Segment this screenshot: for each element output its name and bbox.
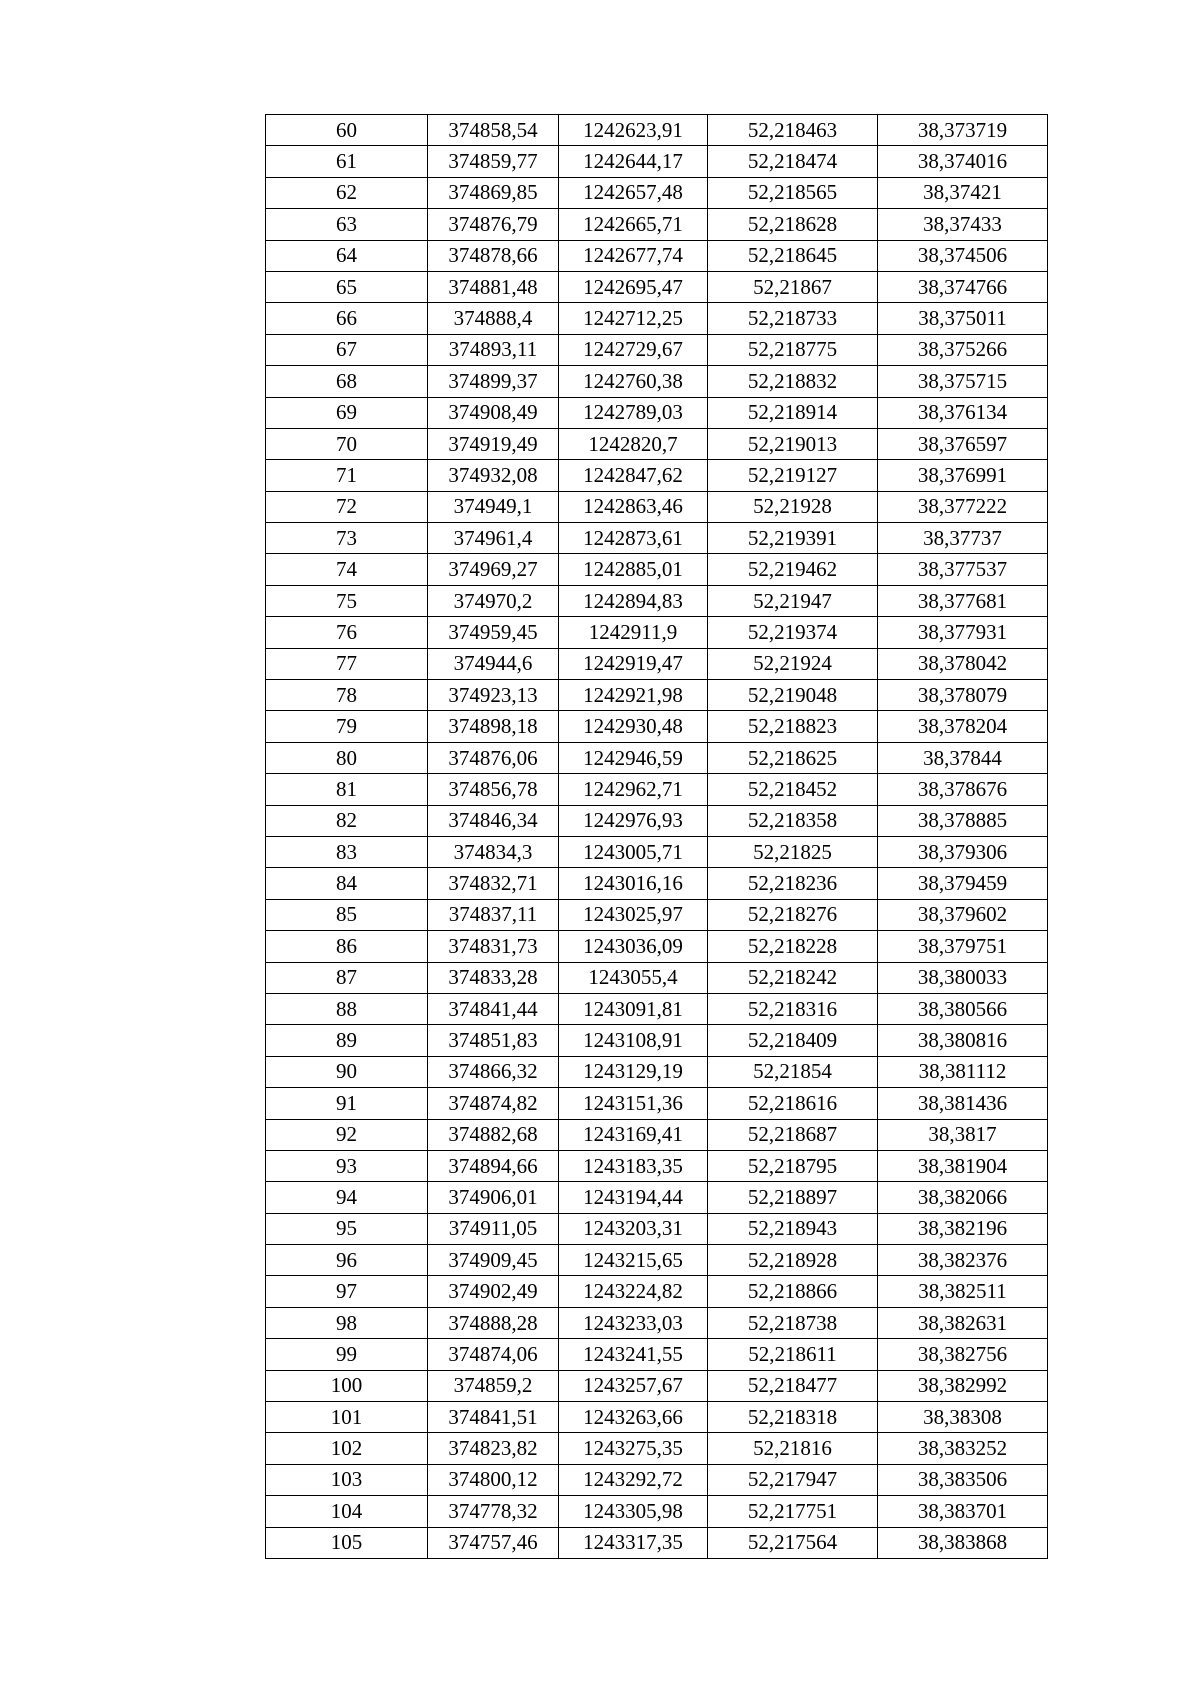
table-row (266, 115, 1048, 146)
x-coordinate-cell: 374909,45 (428, 1245, 559, 1276)
point-number-cell: 86 (266, 931, 428, 962)
longitude-cell: 38,374506 (878, 240, 1048, 271)
x-coordinate-cell: 374882,68 (428, 1119, 559, 1150)
point-number-cell: 100 (266, 1370, 428, 1401)
longitude-cell: 38,383506 (878, 1464, 1048, 1495)
y-coordinate-cell: 1242677,74 (559, 240, 708, 271)
table-row (266, 1464, 1048, 1495)
point-number-cell: 70 (266, 428, 428, 459)
table-row (266, 523, 1048, 554)
y-coordinate-cell: 1242976,93 (559, 805, 708, 836)
x-coordinate-cell: 374969,27 (428, 554, 559, 585)
longitude-cell: 38,373719 (878, 115, 1048, 146)
x-coordinate-cell: 374851,83 (428, 1025, 559, 1056)
point-number-cell: 66 (266, 303, 428, 334)
y-coordinate-cell: 1243005,71 (559, 836, 708, 867)
longitude-cell: 38,37433 (878, 209, 1048, 240)
x-coordinate-cell: 374961,4 (428, 523, 559, 554)
table-row (266, 1433, 1048, 1464)
y-coordinate-cell: 1243194,44 (559, 1182, 708, 1213)
point-number-cell: 83 (266, 836, 428, 867)
latitude-cell: 52,218452 (708, 774, 878, 805)
point-number-cell: 94 (266, 1182, 428, 1213)
x-coordinate-cell: 374859,2 (428, 1370, 559, 1401)
point-number-cell: 61 (266, 146, 428, 177)
point-number-cell: 102 (266, 1433, 428, 1464)
x-coordinate-cell: 374902,49 (428, 1276, 559, 1307)
longitude-cell: 38,377537 (878, 554, 1048, 585)
x-coordinate-cell: 374757,46 (428, 1527, 559, 1558)
longitude-cell: 38,383252 (878, 1433, 1048, 1464)
table-row (266, 1088, 1048, 1119)
latitude-cell: 52,219013 (708, 428, 878, 459)
latitude-cell: 52,217947 (708, 1464, 878, 1495)
table-row (266, 1025, 1048, 1056)
y-coordinate-cell: 1242946,59 (559, 742, 708, 773)
x-coordinate-cell: 374878,66 (428, 240, 559, 271)
x-coordinate-cell: 374841,51 (428, 1402, 559, 1433)
longitude-cell: 38,383701 (878, 1496, 1048, 1527)
longitude-cell: 38,378042 (878, 648, 1048, 679)
latitude-cell: 52,218795 (708, 1150, 878, 1181)
longitude-cell: 38,375715 (878, 366, 1048, 397)
longitude-cell: 38,38308 (878, 1402, 1048, 1433)
longitude-cell: 38,375266 (878, 334, 1048, 365)
y-coordinate-cell: 1242921,98 (559, 680, 708, 711)
x-coordinate-cell: 374834,3 (428, 836, 559, 867)
latitude-cell: 52,218228 (708, 931, 878, 962)
x-coordinate-cell: 374893,11 (428, 334, 559, 365)
point-number-cell: 84 (266, 868, 428, 899)
latitude-cell: 52,217564 (708, 1527, 878, 1558)
x-coordinate-cell: 374800,12 (428, 1464, 559, 1495)
point-number-cell: 72 (266, 491, 428, 522)
latitude-cell: 52,21867 (708, 271, 878, 302)
x-coordinate-cell: 374881,48 (428, 271, 559, 302)
y-coordinate-cell: 1243233,03 (559, 1307, 708, 1338)
table-row (266, 1402, 1048, 1433)
latitude-cell: 52,218775 (708, 334, 878, 365)
x-coordinate-cell: 374833,28 (428, 962, 559, 993)
point-number-cell: 90 (266, 1056, 428, 1087)
longitude-cell: 38,381112 (878, 1056, 1048, 1087)
y-coordinate-cell: 1242760,38 (559, 366, 708, 397)
longitude-cell: 38,382511 (878, 1276, 1048, 1307)
x-coordinate-cell: 374869,85 (428, 177, 559, 208)
table-row (266, 585, 1048, 616)
point-number-cell: 76 (266, 617, 428, 648)
latitude-cell: 52,21816 (708, 1433, 878, 1464)
table-row (266, 868, 1048, 899)
latitude-cell: 52,218477 (708, 1370, 878, 1401)
point-number-cell: 88 (266, 993, 428, 1024)
y-coordinate-cell: 1243275,35 (559, 1433, 708, 1464)
table-row (266, 1182, 1048, 1213)
longitude-cell: 38,37421 (878, 177, 1048, 208)
longitude-cell: 38,382756 (878, 1339, 1048, 1370)
y-coordinate-cell: 1242919,47 (559, 648, 708, 679)
y-coordinate-cell: 1242962,71 (559, 774, 708, 805)
latitude-cell: 52,218645 (708, 240, 878, 271)
point-number-cell: 104 (266, 1496, 428, 1527)
point-number-cell: 103 (266, 1464, 428, 1495)
y-coordinate-cell: 1242789,03 (559, 397, 708, 428)
table-row (266, 177, 1048, 208)
point-number-cell: 85 (266, 899, 428, 930)
longitude-cell: 38,379459 (878, 868, 1048, 899)
latitude-cell: 52,218625 (708, 742, 878, 773)
x-coordinate-cell: 374876,79 (428, 209, 559, 240)
y-coordinate-cell: 1242863,46 (559, 491, 708, 522)
latitude-cell: 52,218687 (708, 1119, 878, 1150)
point-number-cell: 63 (266, 209, 428, 240)
table-row (266, 1527, 1048, 1558)
x-coordinate-cell: 374944,6 (428, 648, 559, 679)
longitude-cell: 38,381436 (878, 1088, 1048, 1119)
table-row (266, 334, 1048, 365)
x-coordinate-cell: 374959,45 (428, 617, 559, 648)
table-row (266, 805, 1048, 836)
table-row (266, 648, 1048, 679)
latitude-cell: 52,218565 (708, 177, 878, 208)
y-coordinate-cell: 1242712,25 (559, 303, 708, 334)
point-number-cell: 87 (266, 962, 428, 993)
y-coordinate-cell: 1243016,16 (559, 868, 708, 899)
longitude-cell: 38,379751 (878, 931, 1048, 962)
y-coordinate-cell: 1243183,35 (559, 1150, 708, 1181)
table-row (266, 899, 1048, 930)
y-coordinate-cell: 1242911,9 (559, 617, 708, 648)
table-row (266, 711, 1048, 742)
x-coordinate-cell: 374906,01 (428, 1182, 559, 1213)
point-number-cell: 95 (266, 1213, 428, 1244)
x-coordinate-cell: 374876,06 (428, 742, 559, 773)
point-number-cell: 92 (266, 1119, 428, 1150)
point-number-cell: 74 (266, 554, 428, 585)
x-coordinate-cell: 374866,32 (428, 1056, 559, 1087)
longitude-cell: 38,382376 (878, 1245, 1048, 1276)
latitude-cell: 52,218236 (708, 868, 878, 899)
y-coordinate-cell: 1243203,31 (559, 1213, 708, 1244)
longitude-cell: 38,379306 (878, 836, 1048, 867)
y-coordinate-cell: 1242644,17 (559, 146, 708, 177)
x-coordinate-cell: 374832,71 (428, 868, 559, 899)
point-number-cell: 105 (266, 1527, 428, 1558)
point-number-cell: 68 (266, 366, 428, 397)
latitude-cell: 52,218823 (708, 711, 878, 742)
table-row (266, 680, 1048, 711)
table-row (266, 303, 1048, 334)
y-coordinate-cell: 1243025,97 (559, 899, 708, 930)
y-coordinate-cell: 1242657,48 (559, 177, 708, 208)
longitude-cell: 38,376134 (878, 397, 1048, 428)
table-row (266, 1370, 1048, 1401)
table-row (266, 993, 1048, 1024)
point-number-cell: 65 (266, 271, 428, 302)
latitude-cell: 52,21854 (708, 1056, 878, 1087)
longitude-cell: 38,382992 (878, 1370, 1048, 1401)
longitude-cell: 38,3817 (878, 1119, 1048, 1150)
table-row (266, 836, 1048, 867)
point-number-cell: 71 (266, 460, 428, 491)
coordinates-table (265, 114, 1048, 1559)
latitude-cell: 52,219462 (708, 554, 878, 585)
y-coordinate-cell: 1243292,72 (559, 1464, 708, 1495)
longitude-cell: 38,379602 (878, 899, 1048, 930)
y-coordinate-cell: 1242820,7 (559, 428, 708, 459)
x-coordinate-cell: 374846,34 (428, 805, 559, 836)
longitude-cell: 38,380566 (878, 993, 1048, 1024)
longitude-cell: 38,37737 (878, 523, 1048, 554)
point-number-cell: 79 (266, 711, 428, 742)
x-coordinate-cell: 374778,32 (428, 1496, 559, 1527)
table-row (266, 366, 1048, 397)
y-coordinate-cell: 1243036,09 (559, 931, 708, 962)
latitude-cell: 52,218733 (708, 303, 878, 334)
point-number-cell: 67 (266, 334, 428, 365)
point-number-cell: 78 (266, 680, 428, 711)
x-coordinate-cell: 374908,49 (428, 397, 559, 428)
latitude-cell: 52,218318 (708, 1402, 878, 1433)
latitude-cell: 52,219374 (708, 617, 878, 648)
y-coordinate-cell: 1242695,47 (559, 271, 708, 302)
table-row (266, 774, 1048, 805)
x-coordinate-cell: 374841,44 (428, 993, 559, 1024)
table-row (266, 491, 1048, 522)
y-coordinate-cell: 1243151,36 (559, 1088, 708, 1119)
longitude-cell: 38,377681 (878, 585, 1048, 616)
latitude-cell: 52,218616 (708, 1088, 878, 1119)
table-row (266, 209, 1048, 240)
y-coordinate-cell: 1243305,98 (559, 1496, 708, 1527)
x-coordinate-cell: 374874,06 (428, 1339, 559, 1370)
longitude-cell: 38,381904 (878, 1150, 1048, 1181)
x-coordinate-cell: 374899,37 (428, 366, 559, 397)
latitude-cell: 52,218474 (708, 146, 878, 177)
longitude-cell: 38,377222 (878, 491, 1048, 522)
y-coordinate-cell: 1242729,67 (559, 334, 708, 365)
table-row (266, 1245, 1048, 1276)
y-coordinate-cell: 1242930,48 (559, 711, 708, 742)
latitude-cell: 52,21924 (708, 648, 878, 679)
y-coordinate-cell: 1243055,4 (559, 962, 708, 993)
longitude-cell: 38,376991 (878, 460, 1048, 491)
latitude-cell: 52,218738 (708, 1307, 878, 1338)
y-coordinate-cell: 1243263,66 (559, 1402, 708, 1433)
longitude-cell: 38,382066 (878, 1182, 1048, 1213)
latitude-cell: 52,218928 (708, 1245, 878, 1276)
table-row (266, 1150, 1048, 1181)
point-number-cell: 99 (266, 1339, 428, 1370)
longitude-cell: 38,378204 (878, 711, 1048, 742)
latitude-cell: 52,218866 (708, 1276, 878, 1307)
table-row (266, 554, 1048, 585)
x-coordinate-cell: 374859,77 (428, 146, 559, 177)
point-number-cell: 89 (266, 1025, 428, 1056)
latitude-cell: 52,218628 (708, 209, 878, 240)
longitude-cell: 38,378885 (878, 805, 1048, 836)
y-coordinate-cell: 1242847,62 (559, 460, 708, 491)
longitude-cell: 38,378676 (878, 774, 1048, 805)
longitude-cell: 38,374766 (878, 271, 1048, 302)
y-coordinate-cell: 1243257,67 (559, 1370, 708, 1401)
y-coordinate-cell: 1242665,71 (559, 209, 708, 240)
coordinates-table-body (266, 115, 1048, 1559)
latitude-cell: 52,218242 (708, 962, 878, 993)
latitude-cell: 52,218897 (708, 1182, 878, 1213)
table-row (266, 1276, 1048, 1307)
latitude-cell: 52,219048 (708, 680, 878, 711)
y-coordinate-cell: 1242623,91 (559, 115, 708, 146)
table-row (266, 1307, 1048, 1338)
x-coordinate-cell: 374856,78 (428, 774, 559, 805)
x-coordinate-cell: 374898,18 (428, 711, 559, 742)
table-row (266, 460, 1048, 491)
x-coordinate-cell: 374858,54 (428, 115, 559, 146)
x-coordinate-cell: 374919,49 (428, 428, 559, 459)
point-number-cell: 93 (266, 1150, 428, 1181)
y-coordinate-cell: 1243108,91 (559, 1025, 708, 1056)
latitude-cell: 52,21825 (708, 836, 878, 867)
x-coordinate-cell: 374911,05 (428, 1213, 559, 1244)
y-coordinate-cell: 1242885,01 (559, 554, 708, 585)
x-coordinate-cell: 374874,82 (428, 1088, 559, 1119)
point-number-cell: 98 (266, 1307, 428, 1338)
point-number-cell: 64 (266, 240, 428, 271)
point-number-cell: 96 (266, 1245, 428, 1276)
table-row (266, 428, 1048, 459)
y-coordinate-cell: 1243169,41 (559, 1119, 708, 1150)
y-coordinate-cell: 1243091,81 (559, 993, 708, 1024)
table-row (266, 962, 1048, 993)
table-row (266, 240, 1048, 271)
longitude-cell: 38,378079 (878, 680, 1048, 711)
y-coordinate-cell: 1243215,65 (559, 1245, 708, 1276)
point-number-cell: 101 (266, 1402, 428, 1433)
x-coordinate-cell: 374932,08 (428, 460, 559, 491)
table-row (266, 1056, 1048, 1087)
longitude-cell: 38,377931 (878, 617, 1048, 648)
table-row (266, 146, 1048, 177)
latitude-cell: 52,218409 (708, 1025, 878, 1056)
point-number-cell: 77 (266, 648, 428, 679)
latitude-cell: 52,218832 (708, 366, 878, 397)
longitude-cell: 38,376597 (878, 428, 1048, 459)
table-row (266, 617, 1048, 648)
point-number-cell: 73 (266, 523, 428, 554)
longitude-cell: 38,380816 (878, 1025, 1048, 1056)
latitude-cell: 52,219391 (708, 523, 878, 554)
y-coordinate-cell: 1242873,61 (559, 523, 708, 554)
y-coordinate-cell: 1243224,82 (559, 1276, 708, 1307)
longitude-cell: 38,382196 (878, 1213, 1048, 1244)
x-coordinate-cell: 374888,4 (428, 303, 559, 334)
point-number-cell: 81 (266, 774, 428, 805)
x-coordinate-cell: 374837,11 (428, 899, 559, 930)
point-number-cell: 69 (266, 397, 428, 428)
longitude-cell: 38,382631 (878, 1307, 1048, 1338)
table-row (266, 271, 1048, 302)
point-number-cell: 91 (266, 1088, 428, 1119)
longitude-cell: 38,380033 (878, 962, 1048, 993)
x-coordinate-cell: 374894,66 (428, 1150, 559, 1181)
latitude-cell: 52,217751 (708, 1496, 878, 1527)
latitude-cell: 52,219127 (708, 460, 878, 491)
y-coordinate-cell: 1243317,35 (559, 1527, 708, 1558)
table-row (266, 397, 1048, 428)
latitude-cell: 52,218276 (708, 899, 878, 930)
point-number-cell: 97 (266, 1276, 428, 1307)
x-coordinate-cell: 374823,82 (428, 1433, 559, 1464)
table-row (266, 1339, 1048, 1370)
point-number-cell: 80 (266, 742, 428, 773)
y-coordinate-cell: 1242894,83 (559, 585, 708, 616)
x-coordinate-cell: 374888,28 (428, 1307, 559, 1338)
table-row (266, 931, 1048, 962)
y-coordinate-cell: 1243241,55 (559, 1339, 708, 1370)
longitude-cell: 38,383868 (878, 1527, 1048, 1558)
x-coordinate-cell: 374949,1 (428, 491, 559, 522)
point-number-cell: 82 (266, 805, 428, 836)
latitude-cell: 52,218943 (708, 1213, 878, 1244)
longitude-cell: 38,37844 (878, 742, 1048, 773)
latitude-cell: 52,218463 (708, 115, 878, 146)
longitude-cell: 38,375011 (878, 303, 1048, 334)
latitude-cell: 52,218914 (708, 397, 878, 428)
y-coordinate-cell: 1243129,19 (559, 1056, 708, 1087)
table-row (266, 1213, 1048, 1244)
latitude-cell: 52,218611 (708, 1339, 878, 1370)
latitude-cell: 52,218358 (708, 805, 878, 836)
longitude-cell: 38,374016 (878, 146, 1048, 177)
point-number-cell: 75 (266, 585, 428, 616)
table-row (266, 1496, 1048, 1527)
point-number-cell: 62 (266, 177, 428, 208)
point-number-cell: 60 (266, 115, 428, 146)
latitude-cell: 52,21928 (708, 491, 878, 522)
table-row (266, 1119, 1048, 1150)
x-coordinate-cell: 374923,13 (428, 680, 559, 711)
x-coordinate-cell: 374970,2 (428, 585, 559, 616)
table-row (266, 742, 1048, 773)
latitude-cell: 52,21947 (708, 585, 878, 616)
latitude-cell: 52,218316 (708, 993, 878, 1024)
x-coordinate-cell: 374831,73 (428, 931, 559, 962)
